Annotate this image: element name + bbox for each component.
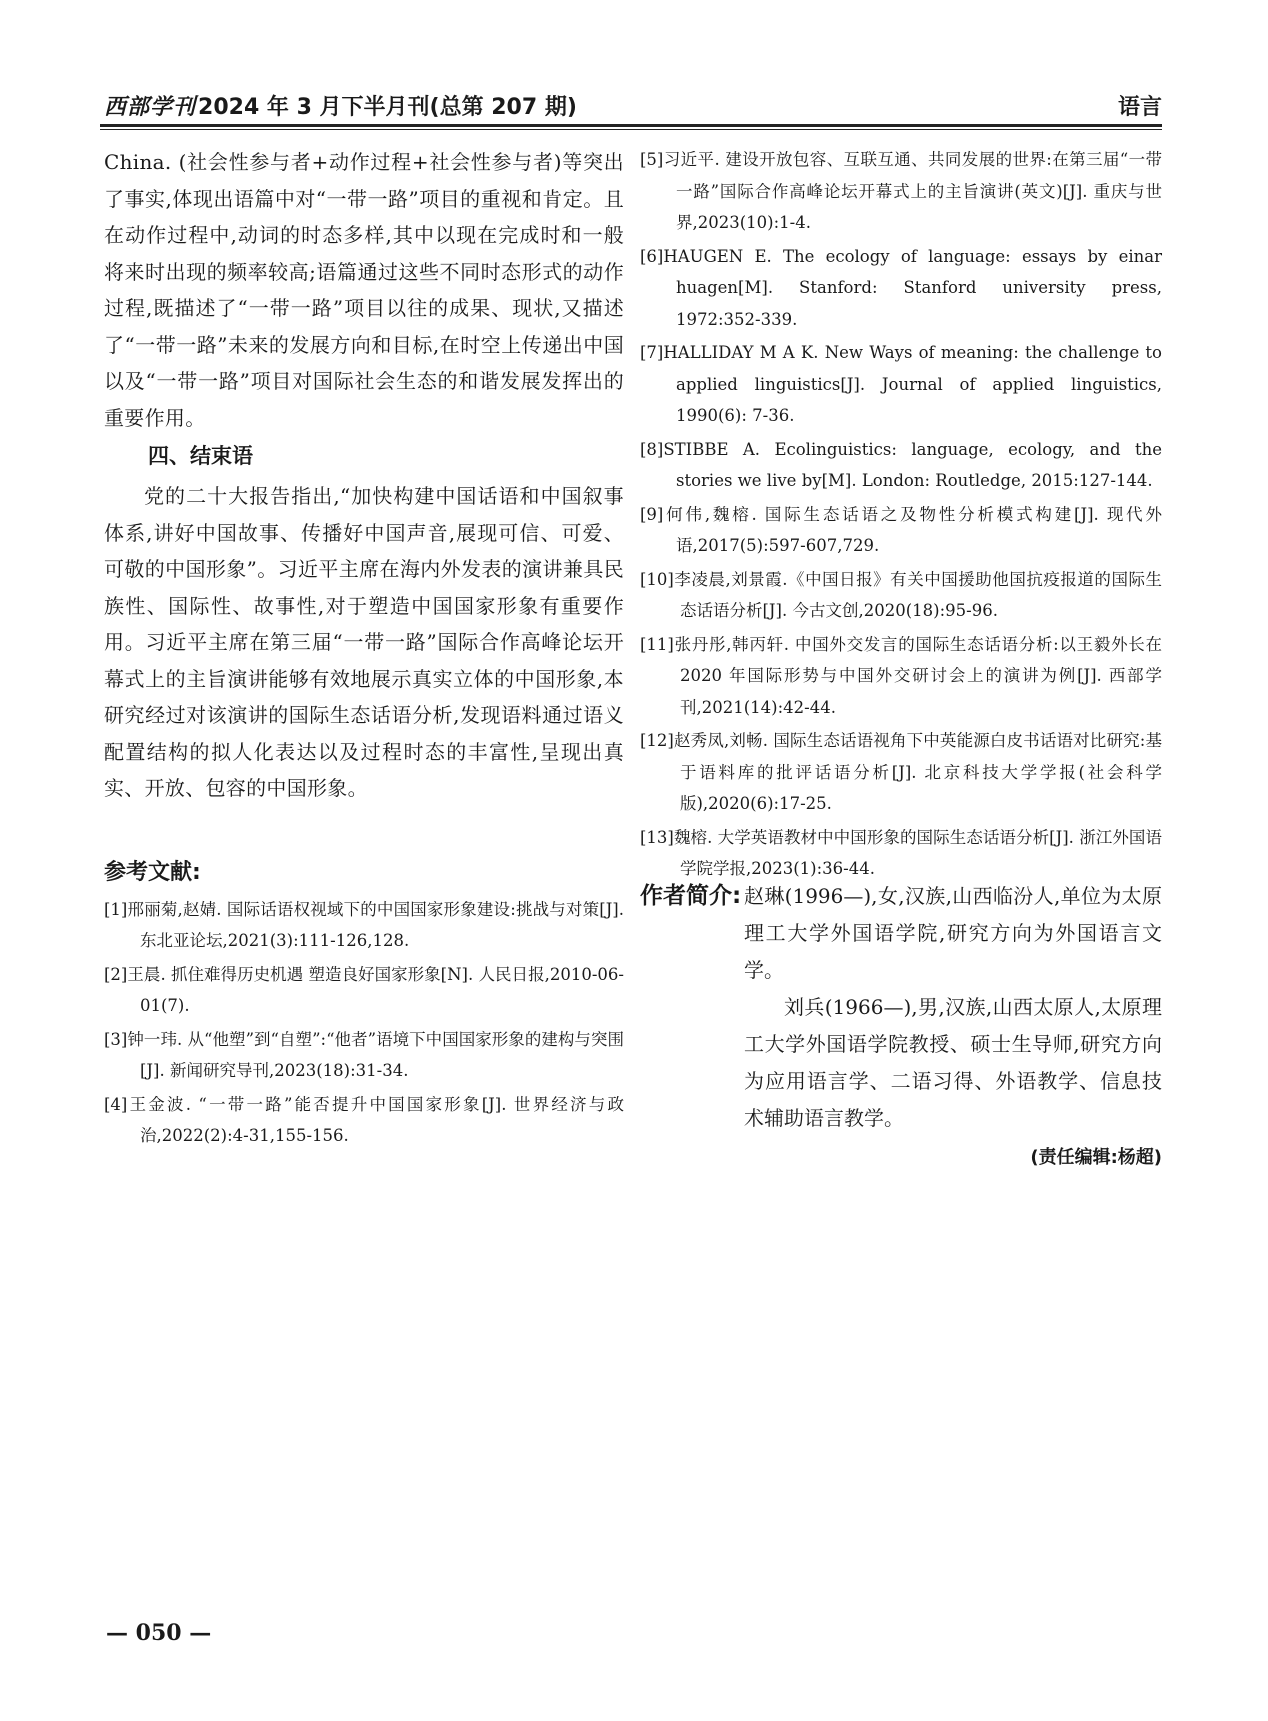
- reference-item: [5]习近平. 建设开放包容、互联互通、共同发展的世界:在第三届“一带一路”国际合作高峰论坛开幕式上的主旨演讲(英文)[J]. 重庆与世界,2023(10):1-4.: [640, 150, 1162, 232]
- reference-item: [8]STIBBE A. Ecolinguistics: language, ecology, and the stories we live by[M]. London: Routledge, 2015:127-144.: [640, 439, 1162, 490]
- reference-item: [4]王金波. “一带一路”能否提升中国国家形象[J]. 世界经济与政治,2022(2):4-31,155-156.: [104, 1094, 624, 1145]
- author-bio-1: 赵琳(1996—),女,汉族,山西临汾人,单位为太原理工大学外国语学院,研究方向为外国语言文学。: [744, 884, 1162, 982]
- reference-list-right: [640, 144, 1162, 885]
- header-left: [104, 90, 577, 121]
- page-number: — 050 —: [106, 1620, 212, 1646]
- reference-item: [1]邢丽菊,赵婧. 国际话语权视域下的中国国家形象建设:挑战与对策[J]. 东北亚论坛,2021(3):111-126,128.: [104, 899, 624, 950]
- issue-info: 2024 年 3 月下半月刊(总第 207 期): [198, 94, 577, 120]
- left-column: [104, 144, 624, 1154]
- section-heading: 四、结束语: [148, 444, 253, 468]
- reference-item: [13]魏榕. 大学英语教材中中国形象的国际生态话语分析[J]. 浙江外国语学院学报,2023(1):36-44.: [640, 827, 1162, 878]
- section-name: 语言: [1117, 94, 1162, 120]
- journal-logo: 西部学刊: [104, 93, 197, 120]
- editor-note: (责任编辑:杨超): [1030, 1147, 1162, 1168]
- header-rule: [100, 124, 1162, 127]
- reference-item: [12]赵秀凤,刘畅. 国际生态话语视角下中英能源白皮书话语对比研究:基于语料库的批评话语分析[J]. 北京科技大学学报(社会科学版),2020(6):17-25.: [640, 731, 1162, 813]
- author-text: [744, 878, 1162, 1137]
- body-paragraph-1: China. (社会性参与者+动作过程+社会性参与者)等突出了事实,体现出语篇中对“一带一路”项目的重视和肯定。且在动作过程中,动词的时态多样,其中以现在完成时和一般将来时出现的频率较高;语篇通过这些不同时态形式的动作过程,既描述了“一带一路”项目以往的成果、现状,又描述了“一带一路”未来的发展方向和目标,在时空上传递出中国以及“一带一路”项目对国际社会生态的和谐发展发挥出的重要作用。: [104, 150, 624, 430]
- references-title: 参考文献:: [104, 859, 201, 885]
- reference-item: [7]HALLIDAY M A K. New Ways of meaning: the challenge to applied linguistics[J]. Journal of applied linguistics, 1990(6): 7-36.: [640, 343, 1162, 425]
- reference-item: [11]张丹彤,韩丙轩. 中国外交发言的国际生态话语分析:以王毅外长在 2020 年国际形势与中国外交研讨会上的演讲为例[J]. 西部学刊,2021(14):42-44.: [640, 634, 1162, 717]
- body-paragraph-2: 党的二十大报告指出,“加快构建中国话语和中国叙事体系,讲好中国故事、传播好中国声音,展现可信、可爱、可敬的中国形象”。习近平主席在海内外发表的演讲兼具民族性、国际性、故事性,对于塑造中国国家形象有重要作用。习近平主席在第三届“一带一路”国际合作高峰论坛开幕式上的主旨演讲能够有效地展示真实立体的中国形象,本研究经过对该演讲的国际生态话语分析,发现语料通过语义配置结构的拟人化表达以及过程时态的丰富性,呈现出真实、开放、包容的中国形象。: [104, 484, 624, 800]
- page-header: [104, 88, 1162, 122]
- author-bio-2: 刘兵(1966—),男,汉族,山西太原人,太原理工大学外国语学院教授、硕士生导师,研究方向为应用语言学、二语习得、外语教学、信息技术辅助语言教学。: [744, 995, 1162, 1130]
- reference-item: [9]何伟,魏榕. 国际生态话语之及物性分析模式构建[J]. 现代外语,2017(5):597-607,729.: [640, 504, 1162, 555]
- reference-item: [10]李凌晨,刘景霞.《中国日报》有关中国援助他国抗疫报道的国际生态话语分析[J]. 今古文创,2020(18):95-96.: [640, 569, 1162, 620]
- reference-item: [2]王晨. 抓住难得历史机遇 塑造良好国家形象[N]. 人民日报,2010-06-01(7).: [104, 964, 624, 1015]
- reference-list-left: [104, 894, 624, 1152]
- reference-item: [6]HAUGEN E. The ecology of language: essays by einar huagen[M]. Stanford: Stanford university press, 1972:352-339.: [640, 246, 1162, 329]
- reference-item: [3]钟一玮. 从“他塑”到“自塑”:“他者”语境下中国国家形象的建构与突围[J]. 新闻研究导刊,2023(18):31-34.: [104, 1029, 624, 1080]
- header-rule-thin: [100, 129, 1162, 130]
- author-info: [640, 878, 1162, 1169]
- author-label: 作者简介:: [640, 883, 742, 909]
- right-column: [640, 144, 1162, 887]
